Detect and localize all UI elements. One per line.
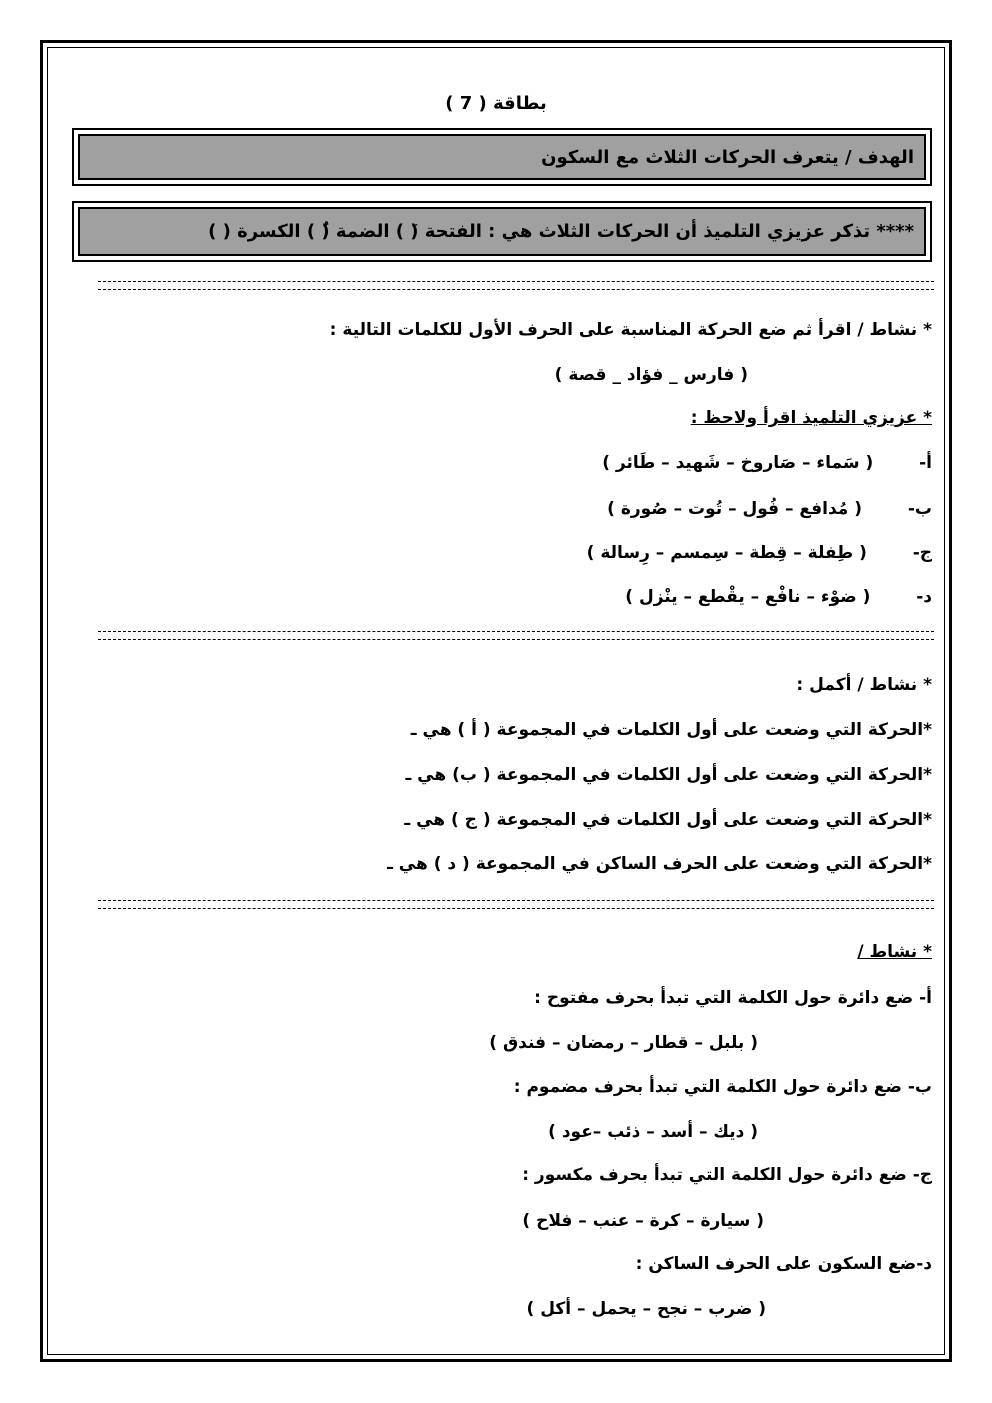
group-label: أ- xyxy=(919,453,932,473)
reminder-text: **** تذكر عزيزي التلميذ أن الحركات الثلاث هي : الفتحة (َ ) الضمة (ُ ) الكسرة ( ) xyxy=(78,207,926,256)
group-row-a xyxy=(602,451,932,475)
activity3-instruction-a: أ- ضع دائرة حول الكلمة التي تبدأ بحرف مفتوح : xyxy=(534,988,932,1008)
activity3-instruction-b: ب- ضع دائرة حول الكلمة التي تبدأ بحرف مضموم : xyxy=(513,1077,932,1097)
group-words: ( سَماء – صَاروخ – شَهيد – طَائر ) xyxy=(602,453,874,473)
group-words: ( طِفلة – قِطة – سِمسم – رِسالة ) xyxy=(586,543,867,563)
group-label: ج- xyxy=(912,543,932,563)
goal-box xyxy=(72,128,932,186)
activity3-words-d: ( ضرب – نجح – يحمل – أكل ) xyxy=(526,1299,766,1319)
activity2-heading: * نشاط / أكمل : xyxy=(796,675,932,695)
activity3-instruction-d: د-ضع السكون على الحرف الساكن : xyxy=(635,1254,932,1274)
reminder-box xyxy=(72,201,932,262)
activity1-words: ( فارس _ فؤاد _ قصة ) xyxy=(554,365,748,385)
group-label: د- xyxy=(916,587,932,607)
group-words: ( مُدافع – فُول – تُوت – صُورة ) xyxy=(607,499,863,519)
separator xyxy=(98,281,934,290)
group-row-c xyxy=(587,541,932,565)
card-title: بطاقة ( 7 ) xyxy=(445,93,547,114)
activity3-instruction-c: ج- ضع دائرة حول الكلمة التي تبدأ بحرف مكسور : xyxy=(522,1165,932,1185)
activity2-line-3: *الحركة التي وضعت على أول الكلمات في المجموعة ( ج ) هي ـ xyxy=(404,810,932,830)
group-row-d xyxy=(625,585,932,609)
activity3-words-c: ( سيارة – كرة – عنب – فلاح ) xyxy=(522,1211,764,1231)
activity2-line-2: *الحركة التي وضعت على أول الكلمات في المجموعة ( ب) هي ـ xyxy=(405,765,932,785)
separator xyxy=(98,631,934,640)
activity3-words-a: ( بلبل – قطار – رمضان – فندق ) xyxy=(489,1033,758,1053)
group-label: ب- xyxy=(907,499,932,519)
separator xyxy=(98,900,934,909)
activity2-line-1: *الحركة التي وضعت على أول الكلمات في المجموعة ( أ ) هي ـ xyxy=(410,720,932,740)
activity3-words-b: ( ديك – أسد – ذئب –عود ) xyxy=(548,1122,758,1142)
group-words: ( ضوْء – نافْع – يقْطع – ينْزل ) xyxy=(625,587,871,607)
activity1-note: * عزيزي التلميذ اقرأ ولاحظ : xyxy=(690,408,932,428)
activity2-line-4: *الحركة التي وضعت على الحرف الساكن في المجموعة ( د ) هي ـ xyxy=(387,854,932,874)
activity3-heading: * نشاط / xyxy=(857,942,932,962)
goal-text: الهدف / يتعرف الحركات الثلاث مع السكون xyxy=(78,134,926,180)
activity1-heading: * نشاط / اقرأ ثم ضع الحركة المناسبة على الحرف الأول للكلمات التالية : xyxy=(329,320,932,340)
group-row-b xyxy=(607,497,932,521)
